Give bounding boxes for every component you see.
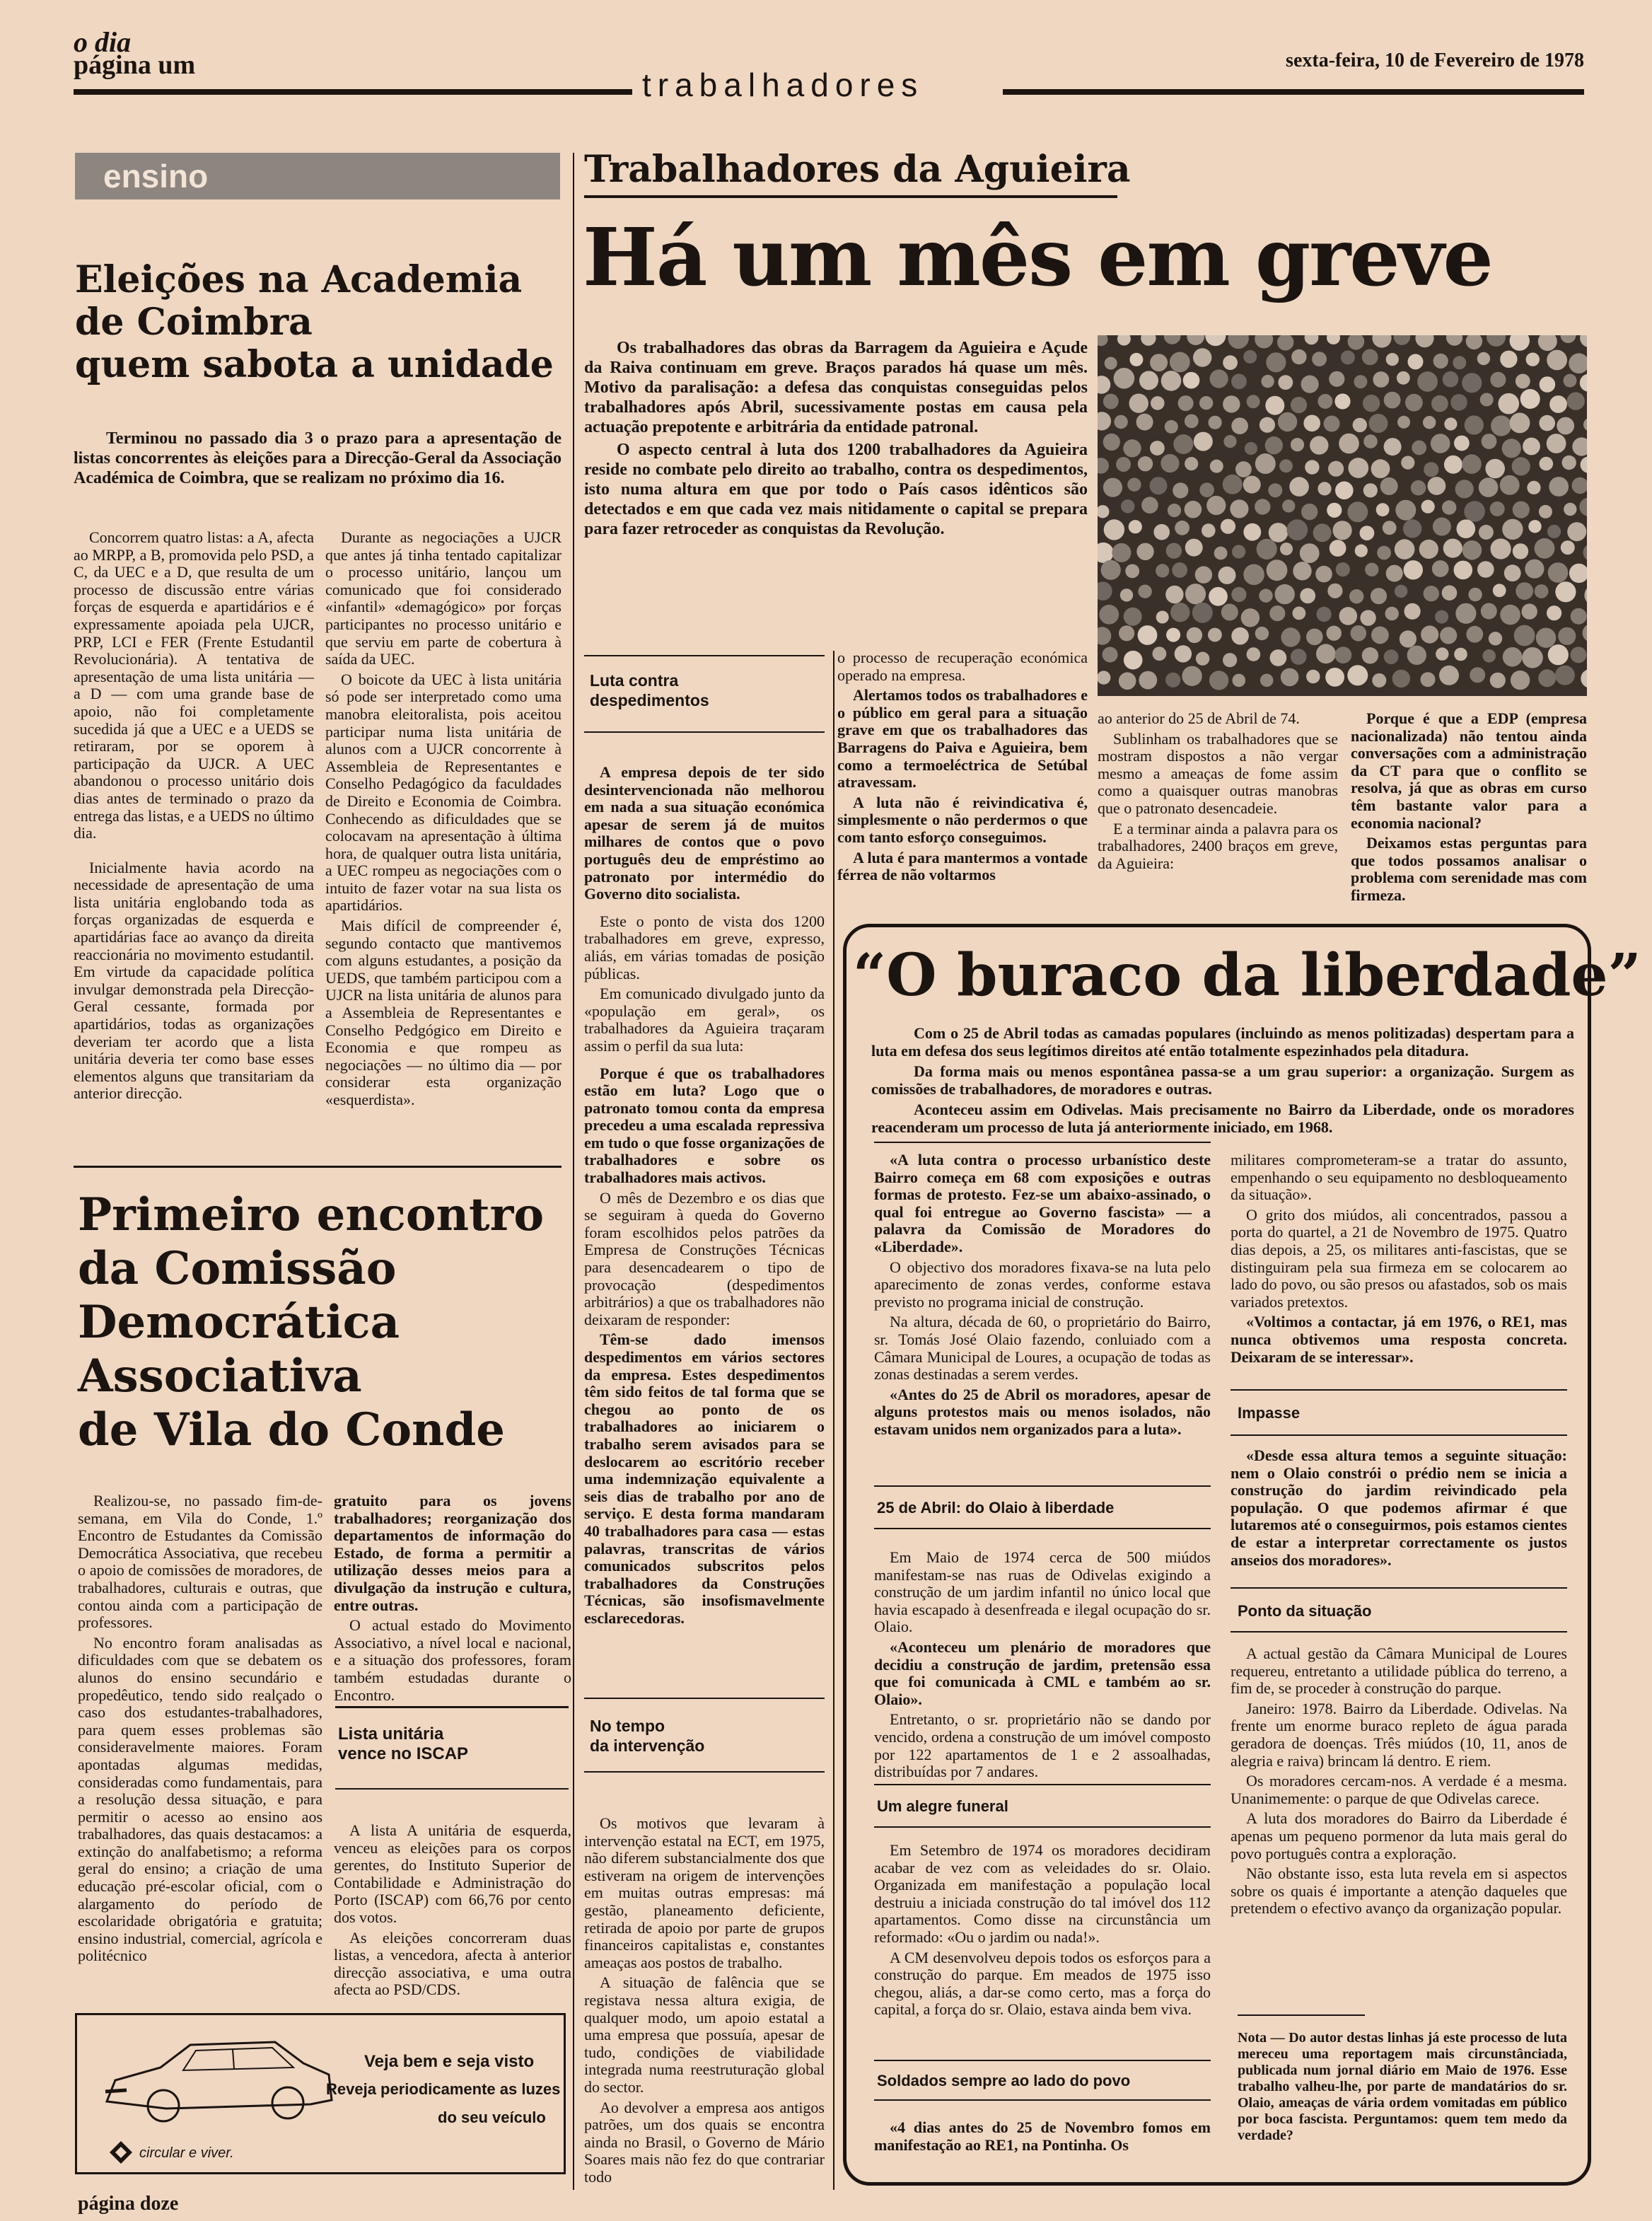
ad-line-1: Veja bem e seja visto bbox=[364, 2052, 535, 2071]
buraco-col-1b bbox=[874, 1549, 1211, 1784]
aguieira-lead-p2: O aspecto central à luta dos 1200 trabalhadores da Aguieira reside no combate pelo direito ao trabalho, contra os despedimentos, isto numa altura em que por todo o País casos idênticos são detectados e em que cada vez mais nitidamente o capital se prepara para fazer retroceder as conquistas da Revolução. bbox=[584, 441, 1088, 538]
aguieira-sub1-line-1: Luta contra bbox=[590, 671, 679, 690]
masthead bbox=[0, 0, 1652, 106]
vila-col2-p2: O actual estado do Movimento Associativo, a nível local e nacional, e a situação dos professores, foram também estudadas durante o Encontro. bbox=[334, 1616, 571, 1704]
iscap-rule-bottom bbox=[335, 1788, 569, 1790]
buraco-col-2 bbox=[1231, 1152, 1567, 1369]
buraco-sub4-rule-bottom bbox=[1231, 1434, 1567, 1436]
masthead-logo-top: o dia bbox=[74, 26, 132, 58]
vila-col-2 bbox=[334, 1492, 571, 1707]
buraco-sub5: Ponto da situação bbox=[1238, 1602, 1372, 1620]
buraco-col1c-p1: Em Setembro de 1974 os moradores decidiram acabar de vez com as veleidades do sr. Olaio. Organizada em manifestação a população local destruiu a iniciada construção do tal imóvel dos 112 apartamentos. Como disse na circunstância um reformado: «Ou o jardim ou nada!». bbox=[874, 1841, 1211, 1946]
masthead-rule-left bbox=[74, 89, 632, 95]
ensino-col2-p3: Mais difícil de compreender é, segundo contacto que mantivemos com alguns estudantes, a posição da UEDS, que também participou com a UJCR na lista unitária de alunos para a Assembleia de Representantes e Conselho Pedgógico em Direito e Economia e que rompeu as negociações — no último dia — por considerar esta organização «esquerdista». bbox=[325, 917, 562, 1108]
buraco-intro-p2: Da forma mais ou menos espontânea passa-se a um grau superior: a organização. Surgem as comissões de trabalhadores, de moradores e outras. bbox=[871, 1062, 1574, 1098]
aguieira-lead bbox=[584, 338, 1088, 542]
buraco-col-2b bbox=[1231, 1447, 1567, 1572]
vila-headline-line-5: de Vila do Conde bbox=[78, 1403, 505, 1456]
crowd-photo-image bbox=[1098, 335, 1587, 696]
iscap-rule-top bbox=[335, 1706, 569, 1708]
aguieira-sub2-rule-bottom bbox=[584, 1771, 825, 1773]
buraco-intro-p3: Aconteceu assim em Odivelas. Mais precisamente no Bairro da Liberdade, onde os moradores reacenderam um processo de luta já anteriormente iniciado, em 1968. bbox=[871, 1101, 1574, 1136]
aguieira-headline: Há um mês em greve bbox=[583, 211, 1492, 304]
ensino-headline-line-2: de Coimbra bbox=[75, 301, 313, 344]
ad-logo-icon bbox=[108, 2140, 134, 2165]
masthead-page-label: página um bbox=[74, 50, 196, 80]
buraco-col1b-p1: Em Maio de 1974 cerca de 500 miúdos manifestam-se nas ruas de Odivelas exigindo a construção de um jardim infantil no único local que havia escapado à desenfreada e ilegal ocupação do sr. Olaio. bbox=[874, 1548, 1211, 1636]
iscap-heading bbox=[338, 1724, 571, 1764]
aguieira-col-2 bbox=[837, 649, 1088, 887]
buraco-intro-p1: Com o 25 de Abril todas as camadas populares (incluindo as menos politizadas) despertam para a luta em defesa dos seus legítimos direitos até então totalmente espezinhados pela ditadura. bbox=[871, 1024, 1574, 1060]
aguieira-col3-p3: E a terminar ainda a palavra para os trabalhadores, 2400 braços em greve, da Aguieira: bbox=[1098, 819, 1338, 872]
aguieira-col1-p3: Em comunicado divulgado junto da «população em geral», os trabalhadores da Aguieira traçaram assim o perfil da sua luta: bbox=[584, 985, 825, 1055]
buraco-col2-p2: O grito dos miúdos, ali concentrados, passou a porta do quartel, a 21 de Novembro de 1975. Quatro dias depois, a 25, os militares anti-fascistas, que se distinguiram pela sua firmeza em se colocarem ao lado do povo, ou são presos ou afastados, sob os mais variados pretextos. bbox=[1231, 1205, 1567, 1311]
car-illustration bbox=[98, 2031, 339, 2130]
vila-col1-p2: No encontro foram analisadas as dificuldades com que se debatem os alunos do ensino secundário e propedêutico, tendo sido realçado o caso dos estudantes-trabalhadores, para quem esses problemas são consideravelmente maiores. Foram apontadas algumas medidas, consideradas como fundamentais, para a resolução dessa situação, e para permitir o acesso ao ensino aos trabalhadores, das quais destacamos: a extinção do analfabetismo; a reforma geral do ensino; a criação de uma educação pré-escolar oficial, com o alargamento do período de escolaridade obrigatória e gratuita; ensino industrial, comercial, agrícola e politécnico bbox=[78, 1633, 322, 1965]
buraco-col2c-p4: A luta dos moradores do Bairro da Liberdade é apenas um pequeno pormenor da luta mais geral do povo português contra a exploração. bbox=[1231, 1809, 1567, 1862]
buraco-col2c-p5: Não obstante isso, esta luta revela em si aspectos sobre os quais é importante a atenção daqueles que pretendem o efectivo avanço da organização popular. bbox=[1231, 1865, 1567, 1918]
aguieira-lead-p1: Os trabalhadores das obras da Barragem da Aguieira e Açude da Raiva continuam em greve. Braços parados há quase um mês. Motivo da paralisação: a defesa das conquistas conseguidas pelos trabalhadores após Abril, sucessivamente postas em causa pela actuação prepotente e arbitrária da entidade patronal. bbox=[584, 339, 1088, 436]
aguieira-sub1-rule-top bbox=[584, 655, 825, 656]
aguieira-col1-p1: A empresa depois de ter sido desintervencionada não melhorou em nada a sua situação económica apesar de serem já de muitos milhares de contos que o povo português deu de empréstimo ao patronato por intermédio do Governo dito socialista. bbox=[584, 763, 825, 903]
aguieira-col2-p4: A luta é para mantermos a vontade férrea de não voltarmos bbox=[837, 848, 1088, 884]
aguieira-kicker: Trabalhadores da Aguieira bbox=[584, 148, 1131, 191]
buraco-nota-text: Nota — Do autor destas linhas já este processo de luta mereceu uma reportagem mais circunstânciada, publicada num jornal diário em Maio de 1976. Esse trabalho valheu-lhe, por parte de mandatários do sr. Olaio, ameaças de vária ordem vomitadas em público por boca fascista. Perguntamos: quem tem medo da verdade? bbox=[1238, 2030, 1567, 2143]
buraco-sub1: 25 de Abril: do Olaio à liberdade bbox=[877, 1499, 1115, 1517]
ad-line-3: do seu veículo bbox=[438, 2109, 546, 2126]
buraco-sub4: Impasse bbox=[1238, 1404, 1301, 1422]
iscap-heading-line-1: Lista unitária bbox=[338, 1724, 444, 1744]
buraco-sub5-rule-bottom bbox=[1231, 1631, 1567, 1633]
buraco-intro bbox=[871, 1024, 1574, 1139]
aguieira-col1-p6: Têm-se dado imensos despedimentos em vários sectores da empresa. Estes despedimentos têm sido feitos de tal forma que se chegou ao ponto de os trabalhadores ao iniciarem o trabalho serem avisados para se deslocarem ao escritório receber uma indemnização equivalente a seis dias de trabalho por ano de serviço. E desta forma mandaram 40 trabalhadores para casa — estas palavras, transcritas de vários comunicados subscritos pelos trabalhadores da Construções Técnicas, são insofismavelmente esclarecedoras. bbox=[584, 1330, 825, 1627]
buraco-sub3-rule-bottom bbox=[874, 2099, 1211, 2101]
buraco-sub1-rule-bottom bbox=[874, 1528, 1211, 1529]
ensino-label: ensino bbox=[103, 158, 209, 195]
aguieira-col1-p2: Este o ponto de vista dos 1200 trabalhadores em greve, expresso, aliás, em várias tomadas de posição públicas. bbox=[584, 912, 825, 982]
ensino-col2-p2: O boicote da UEC à lista unitária só pode ser interpretado como uma manobra eleitoralista, pois aceitou participar numa lista unitária de alunos com a UJCR concorrente à Assembleia de Representantes e Conselho Pedagógico da faculdades de Direito e Economia de Coimbra. Conhecendo as dificuldades que se colocavam na apresentação à última hora, de qualquer outra lista unitária, a UEC rompeu as negociações com o intuito de fazer votar na sua lista os apartidários. bbox=[325, 670, 562, 915]
aguieira-sub2 bbox=[590, 1716, 823, 1756]
buraco-col-1d bbox=[874, 2119, 1211, 2157]
ensino-col1-p2: Inicialmente havia acordo na necessidade de apresentação de uma lista unitária englobando toda as forças organizadas de esquerda e apartidárias face ao avanço da direita reaccionária no movimento estudantil. Em virtude da capacidade política invulgar demonstrada pela Direcção-Geral cessante, formada por apartidários, todas as organizações deveriam ter acordo que a lista unitária deveria ter como base esses elementos alguns que transitariam da anterior direcção. bbox=[74, 858, 314, 1103]
aguieira-sub1-line-2: despedimentos bbox=[590, 691, 709, 709]
aguieira-col1b-p3: Ao devolver a empresa aos antigos patrões, um dos quais se encontra ainda no Brasil, o Governo de Mário Soares mais não fez do que contrariar todo bbox=[584, 2098, 825, 2186]
iscap-text bbox=[334, 1822, 571, 2002]
buraco-col-2c bbox=[1231, 1645, 1567, 1920]
strike-photo bbox=[1098, 335, 1587, 696]
buraco-sub2-rule-bottom bbox=[874, 1826, 1211, 1828]
vila-col-1 bbox=[78, 1492, 322, 1968]
vila-headline-line-2: da Comissão bbox=[78, 1242, 397, 1295]
aguieira-sub1-rule-bottom bbox=[584, 731, 825, 733]
buraco-headline: “O buraco da liberdade” bbox=[853, 941, 1641, 1009]
buraco-col1b-p2: «Aconteceu um plenário de moradores que decidiu a construção de jardim, pretensão essa que foi comunicada à CML e também ao sr. Olaio». bbox=[874, 1637, 1211, 1708]
vila-do-conde-headline bbox=[78, 1188, 566, 1457]
ad-logo-text: circular e viver. bbox=[139, 2145, 234, 2161]
aguieira-sub2-rule-top bbox=[584, 1698, 825, 1699]
buraco-col1-p4: «Antes do 25 de Abril os moradores, apesar de alguns protestos mais ou menos isolados, não estavam unidos nem organizados para a luta». bbox=[874, 1385, 1211, 1438]
aguieira-col4-p1: Porque é que a EDP (empresa nacionalizada) não tentou ainda conversações com a administração da CT para que o conflito se resolva, já que as obras em curso têm bastante valor para a economia nacional? bbox=[1351, 709, 1587, 832]
buraco-col-1 bbox=[874, 1152, 1211, 1442]
aguieira-col1-p4: Porque é que os trabalhadores estão em luta? Logo que o patronato tomou conta da empresa precedeu a uma escalada repressiva em tudo o que fosse organizações de trabalhadores e sobre os trabalhadores mais activos. bbox=[584, 1064, 825, 1187]
ensino-col2-p1: Durante as negociações a UJCR que antes já tinha tentado capitalizar o processo unitário, lançou um comunicado que foi considerado «infantil» «demagógico» por forças participantes no processo unitário e que serviu em parte de cobertura à saída da UEC. bbox=[325, 528, 562, 668]
ad-line-2: Reveja periodicamente as luzes bbox=[326, 2080, 561, 2098]
ensino-divider bbox=[74, 1166, 562, 1168]
aguieira-col1b-p2: A situação de falência que se registava nessa altura exigia, de qualquer modo, um apoio estatal a uma empresa que possuía, apesar de tudo, condições de viabilidade integrada numa reestruturação global do sector. bbox=[584, 1973, 825, 2096]
aguieira-col-1b bbox=[584, 1815, 825, 2188]
traffic-ad bbox=[75, 2013, 566, 2174]
buraco-col2b-p1: «Desde essa altura temos a seguinte situação: nem o Olaio constrói o prédio nem se inicia a construção do jardim reivindicado pela população. O que podemos afirmar é que lutaremos até o conseguirmos, pois estamos cientes de estar a interpretar correctamente os justos anseios dos moradores». bbox=[1231, 1446, 1567, 1569]
ensino-headline-line-1: Eleições na Academia bbox=[75, 258, 523, 301]
ensino-lead-text: Terminou no passado dia 3 o prazo para a apresentação de listas concorrentes às eleições para a Direcção-Geral da Associação Académica de Coimbra, que se realizam no próximo dia 16. bbox=[74, 429, 562, 487]
buraco-nota-rule bbox=[1238, 2014, 1365, 2016]
buraco-col1-p2: O objectivo dos moradores fixava-se na luta pelo aparecimento de zonas verdes, conforme estava previsto no programa inicial de construção. bbox=[874, 1258, 1211, 1311]
aguieira-col4-p2: Deixamos estas perguntas para que todos possamos analisar o problema com serenidade mas com firmeza. bbox=[1351, 834, 1587, 904]
ensino-lead bbox=[74, 429, 562, 491]
aguieira-sub2-line-2: da intervenção bbox=[590, 1736, 705, 1755]
ensino-col-1 bbox=[74, 529, 314, 1106]
iscap-p2: As eleições concorreram duas listas, a vencedora, afecta à anterior direcção associativa, e uma outra afecta ao PSD/CDS. bbox=[334, 1928, 571, 1999]
vila-col2-p1: gratuito para os jovens trabalhadores; reorganização dos departamentos de informação do Estado, de forma a permitir a utilização desses meios para a divulgação da instrução e cultura, entre outras. bbox=[334, 1492, 571, 1614]
vila-headline-line-3: Democrática bbox=[78, 1296, 400, 1349]
aguieira-col3-p1: ao anterior do 25 de Abril de 74. bbox=[1098, 709, 1300, 727]
buraco-col1d-p1: «4 dias antes do 25 de Novembro fomos em manifestação ao RE1, na Pontinha. Os bbox=[874, 2118, 1211, 2154]
aguieira-col3-p2: Sublinham os trabalhadores que se mostram dispostos a não vergar mesmo a ameaças de fome assim como a quaisquer outras manobras que o patronato desencadeie. bbox=[1098, 729, 1338, 817]
aguieira-sub2-line-1: No tempo bbox=[590, 1717, 665, 1735]
aguieira-col2-p2: Alertamos todos os trabalhadores e o público em geral para a situação grave em que os trabalhadores das Barragens do Paiva e Aguieira, bem como a termoeléctrica de Setúbal atravessam. bbox=[837, 686, 1088, 791]
masthead-rule-right bbox=[1003, 89, 1584, 95]
vila-headline-line-1: Primeiro encontro bbox=[78, 1188, 544, 1241]
section-title: trabalhadores bbox=[642, 66, 924, 103]
buraco-nota bbox=[1238, 2030, 1567, 2147]
buraco-sub2: Um alegre funeral bbox=[877, 1797, 1008, 1815]
buraco-col2-p3: «Voltimos a contactar, já em 1976, o RE1, mas nunca obtivemos uma resposta concreta. Deixaram de se interessar». bbox=[1231, 1313, 1567, 1366]
aguieira-kicker-rule bbox=[584, 195, 1117, 198]
vila-headline-line-4: Associativa bbox=[78, 1350, 362, 1403]
buraco-col1c-p2: A CM desenvolveu depois todos os esforços para a construção do parque. Em meados de 1975 isso chegou, aliás, a dar-se como certo, mas a força do capital, a força do sr. Olaio, estava ainda bem viva. bbox=[874, 1948, 1211, 2019]
buraco-col1-rule-top bbox=[874, 1142, 1211, 1143]
iscap-heading-line-2: vence no ISCAP bbox=[338, 1744, 469, 1763]
aguieira-col-4 bbox=[1351, 710, 1587, 907]
masthead-date: sexta-feira, 10 de Fevereiro de 1978 bbox=[1286, 50, 1584, 71]
buraco-sub5-rule-top bbox=[1231, 1587, 1567, 1589]
buraco-sub2-rule-top bbox=[874, 1784, 1211, 1785]
column-rule-left bbox=[573, 153, 574, 2190]
ensino-headline bbox=[75, 259, 560, 386]
buraco-sub1-rule-top bbox=[874, 1485, 1211, 1487]
ensino-label-bar bbox=[75, 153, 560, 199]
buraco-sub4-rule-top bbox=[1231, 1389, 1567, 1391]
buraco-col2-p1: militares comprometeram-se a tratar do assunto, empenhando o seu equipamento no desbloqueamento da situação». bbox=[1231, 1151, 1567, 1204]
ad-logo bbox=[108, 2140, 320, 2168]
ensino-col1-p1: Concorrem quatro listas: a A, afecta ao MRPP, a B, promovida pelo PSD, a C, da UEC e a D, que resulta de um processo de discussão entre várias forças de esquerda e apartidários e é expressamente apoiada pela UJCR, PRP, LCI e FER (Frente Estudantil Revolucionária). A tentativa de apresentação de uma lista unitária — a D — com uma grande base de apoio, não foi completamente sucedida já que a UEC e a UEDS se retiraram, por se oporem à participação da UJCR. A UEC abandonou o processo unitário dois dias antes de terminado o prazo da entrega das listas, e a UEDS no último dia. bbox=[74, 528, 314, 842]
aguieira-col-3 bbox=[1098, 710, 1338, 875]
buraco-sub3: Soldados sempre ao lado do povo bbox=[877, 2072, 1131, 2089]
aguieira-col1b-p1: Os motivos que levaram à intervenção estatal na ECT, em 1975, não diferem substancialmente dos que estiveram na origem de intervenções em muitas outras empresas: má gestão, planeamento deficiente, retirada de apoio por parte de grupos financeiros capitalistas e, constantes ameaças aos postos de trabalho. bbox=[584, 1814, 825, 1971]
aguieira-sub1 bbox=[590, 671, 823, 710]
vila-col1-p1: Realizou-se, no passado fim-de-semana, em Vila do Conde, 1.º Encontro de Estudantes da Comissão Democrática Associativa, que recebeu o apoio de comissões de moradores, de trabalhadores, culturais e outras, que contou ainda com a participação de professores. bbox=[78, 1492, 322, 1632]
ensino-headline-line-3: quem sabota a unidade bbox=[75, 343, 554, 386]
footer-page-label: página doze bbox=[78, 2193, 179, 2215]
buraco-col2c-p1: A actual gestão da Câmara Municipal de Loures requereu, entretanto a utilidade pública do terreno, a fim de, se proceder à construção do parque. bbox=[1231, 1645, 1567, 1698]
buraco-col2c-p3: Os moradores cercam-nos. A verdade é a mesma. Unanimemente: o parque de que Odivelas carece. bbox=[1231, 1772, 1567, 1807]
aguieira-col2-p3: A luta não é reivindicativa é, simplesmente o não perdermos o que com tanto esforço conseguimos. bbox=[837, 793, 1088, 846]
buraco-sub3-rule-top bbox=[874, 2060, 1211, 2061]
aguieira-col2-p1: o processo de recuperação económica operado na empresa. bbox=[837, 649, 1088, 684]
buraco-col1b-p3: Entretanto, o sr. proprietário não se dando por vencido, ordena a construção de um imóvel composto por 122 apartamentos de 1 e 2 assoalhadas, distribuídas por 7 andares. bbox=[874, 1710, 1211, 1781]
buraco-col1-p3: Na altura, década de 60, o proprietário do Bairro, sr. Tomás José Olaio fazendo, conluiado com a Câmara Municipal de Loures, a ocupação de todas as zonas destinadas a serem verdes. bbox=[874, 1313, 1211, 1384]
iscap-p1: A lista A unitária de esquerda, venceu as eleições para os corpos gerentes, do Instituto Superior de Contabilidade e Administração do Porto (ISCAP) com 66,76 por cento dos votos. bbox=[334, 1821, 571, 1926]
buraco-col2c-p2: Janeiro: 1978. Bairro da Liberdade. Odivelas. Na frente um enorme buraco repleto de água parada geradora de doenças. Três miúdos (10, 11, anos de alegria e raiva) brincam lá dentro. E riem. bbox=[1231, 1699, 1567, 1770]
ensino-col-2 bbox=[325, 529, 562, 1112]
aguieira-col1-p5: O mês de Dezembro e os dias que se seguiram à queda do Governo foram escolhidos pelos patrões da Empresa de Construções Técnicas para desencadearem o tipo de provocação (despedimentos arbitrários) a que os trabalhadores não deixaram de responder: bbox=[584, 1188, 825, 1328]
buraco-col-1c bbox=[874, 1842, 1211, 2022]
column-rule-middle bbox=[833, 651, 834, 2190]
aguieira-col-1 bbox=[584, 764, 825, 1630]
buraco-col1-p1: «A luta contra o processo urbanístico deste Bairro começa em 68 com exposições e outras formas de protesto. Fez-se um abaixo-assinado, o qual foi entregue ao Governo fascista» — a palavra da Comissão de Moradores do «Liberdade». bbox=[874, 1151, 1211, 1256]
